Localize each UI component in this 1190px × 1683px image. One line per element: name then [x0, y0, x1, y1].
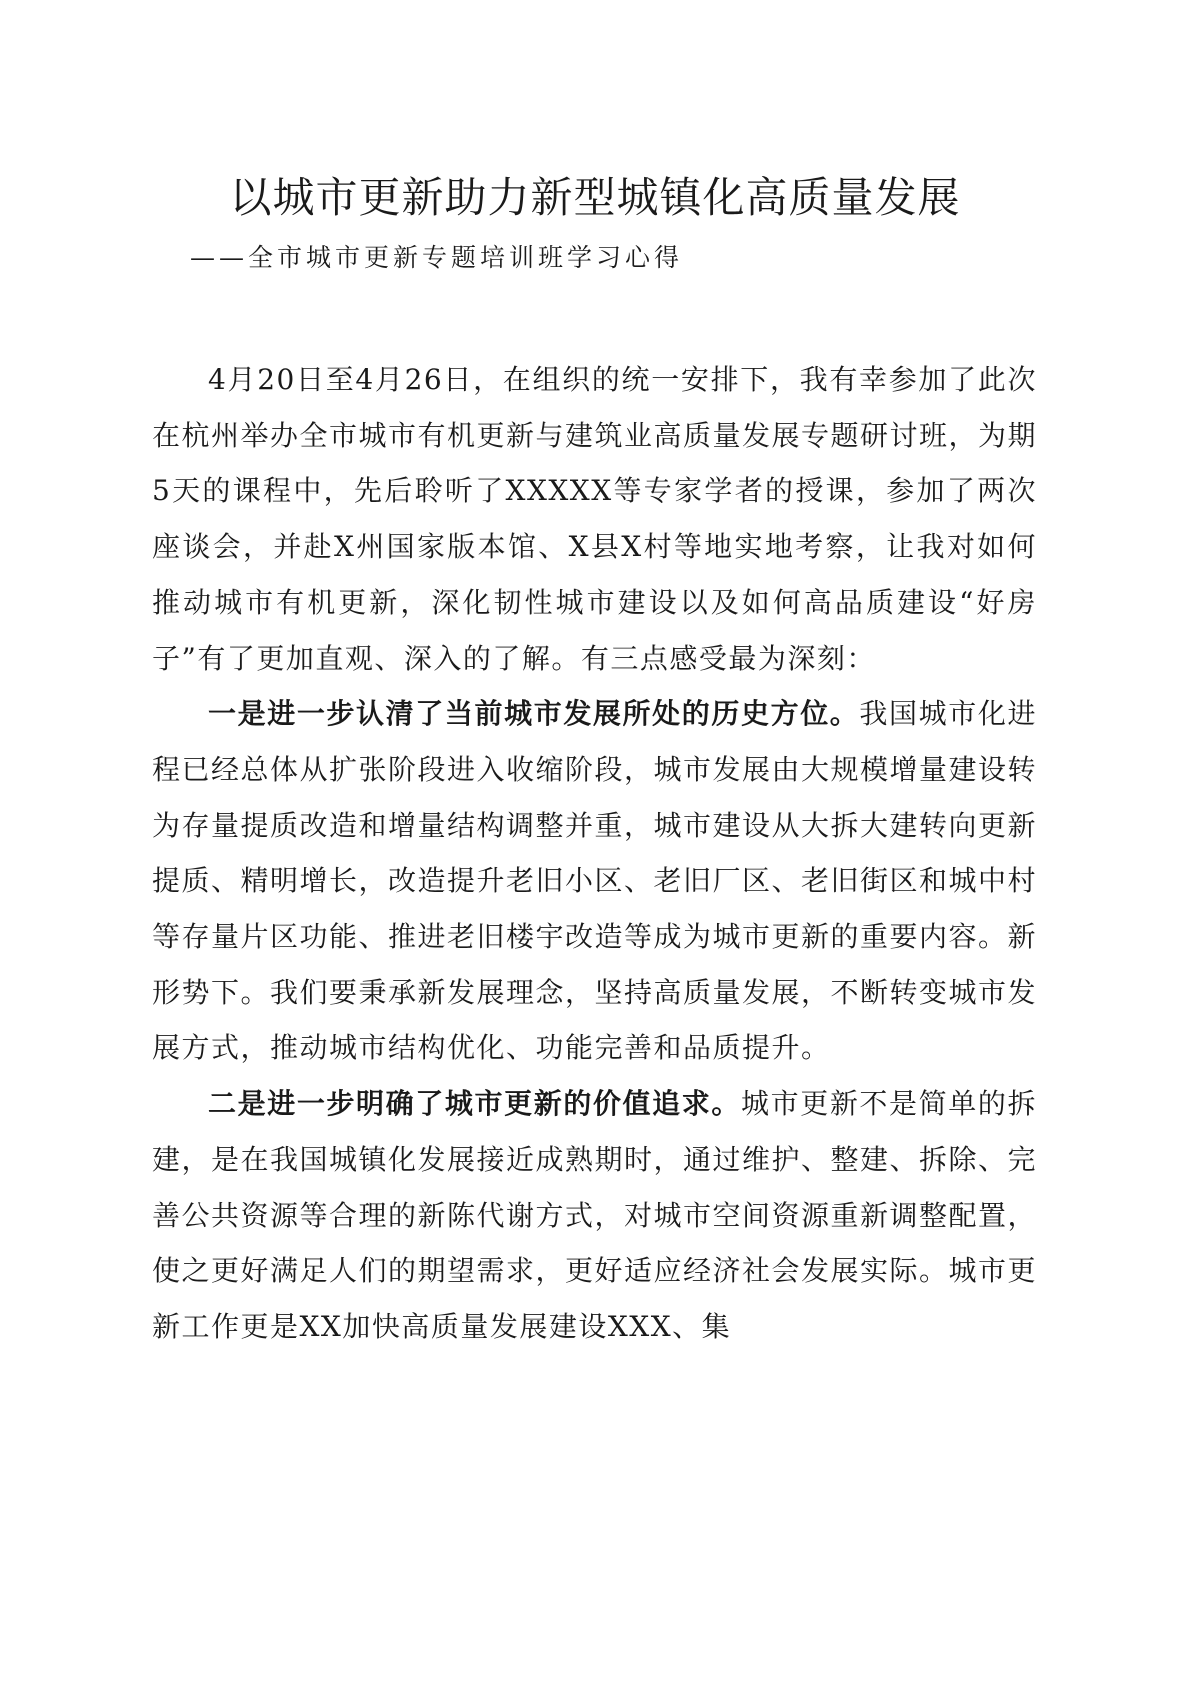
paragraph-point-one-lead: 一是进一步认清了当前城市发展所处的历史方位。 — [208, 697, 860, 731]
paragraph-intro-text: 4月20日至4月26日，在组织的统一安排下，我有幸参加了此次在杭州举办全市城市有机更新与建筑业高质量发展专题研讨班，为期5天的课程中，先后聆听了XXXXX等专家学者的授课，参加了两次座谈会，并赴X州国家版本馆、X县X村等地实地考察，让我对如何推动城市有机更新，深化韧性城市建设以及如何高品质建设“好房子”有了更加直观、深入的了解。有三点感受最为深刻： — [152, 363, 1038, 675]
document-subtitle: ——全市城市更新专题培训班学习心得 — [190, 243, 684, 272]
paragraph-point-two-lead: 二是进一步明确了城市更新的价值追求。 — [208, 1087, 741, 1121]
paragraph-point-one-text: 我国城市化进程已经总体从扩张阶段进入收缩阶段，城市发展由大规模增量建设转为存量提质改造和增量结构调整并重，城市建设从大拆大建转向更新提质、精明增长，改造提升老旧小区、老旧厂区、老旧街区和城中村等存量片区功能、推进老旧楼宇改造等成为城市更新的重要内容。新形势下。我们要秉承新发展理念，坚持高质量发展，不断转变城市发展方式，推动城市结构优化、功能完善和品质提升。 — [152, 697, 1038, 1065]
paragraph-intro — [152, 352, 1037, 686]
paragraph-point-two — [152, 1076, 1037, 1355]
document-title: 以城市更新助力新型城镇化高质量发展 — [229, 173, 961, 222]
document-body — [152, 352, 1037, 1355]
paragraph-point-two-text: 城市更新不是简单的拆建，是在我国城镇化发展接近成熟期时，通过维护、整建、拆除、完善公共资源等合理的新陈代谢方式，对城市空间资源重新调整配置，使之更好满足人们的期望需求，更好适应经济社会发展实际。城市更新工作更是XX加快高质量发展建设XXX、集 — [152, 1087, 1038, 1343]
paragraph-point-one — [152, 686, 1037, 1076]
